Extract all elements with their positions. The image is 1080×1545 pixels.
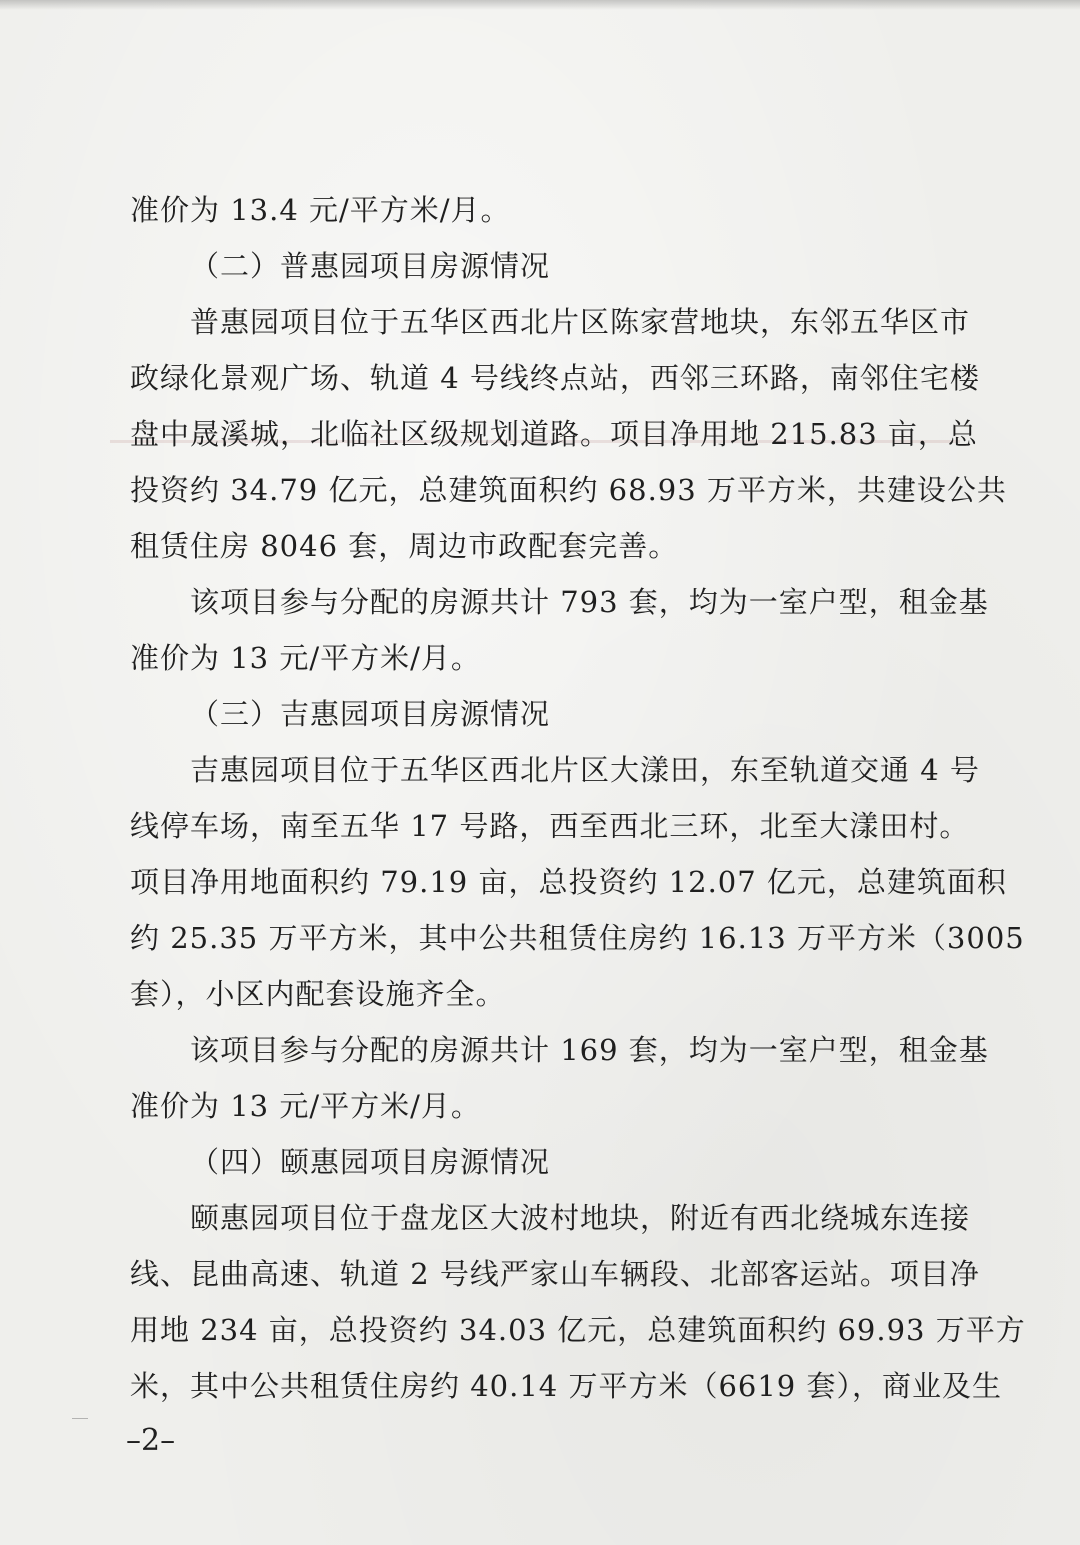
text-line-1: 准价为 13.4 元/平方米/月。 — [130, 193, 511, 227]
text-line-16: 该项目参与分配的房源共计 169 套，均为一室户型，租金基 — [190, 1033, 989, 1067]
text-line-22: 米，其中公共租赁住房约 40.14 万平方米（6619 套），商业及生 — [130, 1369, 1002, 1403]
text-line-6: 投资约 34.79 亿元，总建筑面积约 68.93 万平方米，共建设公共 — [130, 473, 1007, 507]
section-heading-3: （三）吉惠园项目房源情况 — [190, 697, 551, 731]
top-edge-shadow — [0, 0, 1080, 10]
page-number: –2– — [126, 1423, 176, 1458]
text-line-14: 约 25.35 万平方米，其中公共租赁住房约 16.13 万平方米（3005 — [130, 921, 1025, 955]
section-heading-4: （四）颐惠园项目房源情况 — [190, 1145, 551, 1179]
text-line-9: 准价为 13 元/平方米/月。 — [130, 641, 481, 675]
text-line-13: 项目净用地面积约 79.19 亩，总投资约 12.07 亿元，总建筑面积 — [130, 865, 1007, 899]
text-line-11: 吉惠园项目位于五华区西北片区大漾田，东至轨道交通 4 号 — [190, 753, 980, 787]
text-line-7: 租赁住房 8046 套，周边市政配套完善。 — [130, 529, 679, 563]
text-line-20: 线、昆曲高速、轨道 2 号线严家山车辆段、北部客运站。项目净 — [130, 1257, 980, 1291]
corner-mark — [72, 1418, 88, 1419]
text-line-19: 颐惠园项目位于盘龙区大波村地块，附近有西北绕城东连接 — [190, 1201, 971, 1235]
body-text — [130, 182, 1026, 1414]
text-line-15: 套），小区内配套设施齐全。 — [130, 977, 506, 1011]
text-line-3: 普惠园项目位于五华区西北片区陈家营地块，东邻五华区市 — [190, 305, 971, 339]
text-line-21: 用地 234 亩，总投资约 34.03 亿元，总建筑面积约 69.93 万平方 — [130, 1313, 1026, 1347]
text-line-8: 该项目参与分配的房源共计 793 套，均为一室户型，租金基 — [190, 585, 989, 619]
section-heading-2: （二）普惠园项目房源情况 — [190, 249, 551, 283]
text-line-17: 准价为 13 元/平方米/月。 — [130, 1089, 481, 1123]
text-line-5: 盘中晟溪城，北临社区级规划道路。项目净用地 215.83 亩，总 — [130, 417, 978, 451]
text-line-12: 线停车场，南至五华 17 号路，西至西北三环，北至大漾田村。 — [130, 809, 970, 843]
text-line-4: 政绿化景观广场、轨道 4 号线终点站，西邻三环路，南邻住宅楼 — [130, 361, 980, 395]
